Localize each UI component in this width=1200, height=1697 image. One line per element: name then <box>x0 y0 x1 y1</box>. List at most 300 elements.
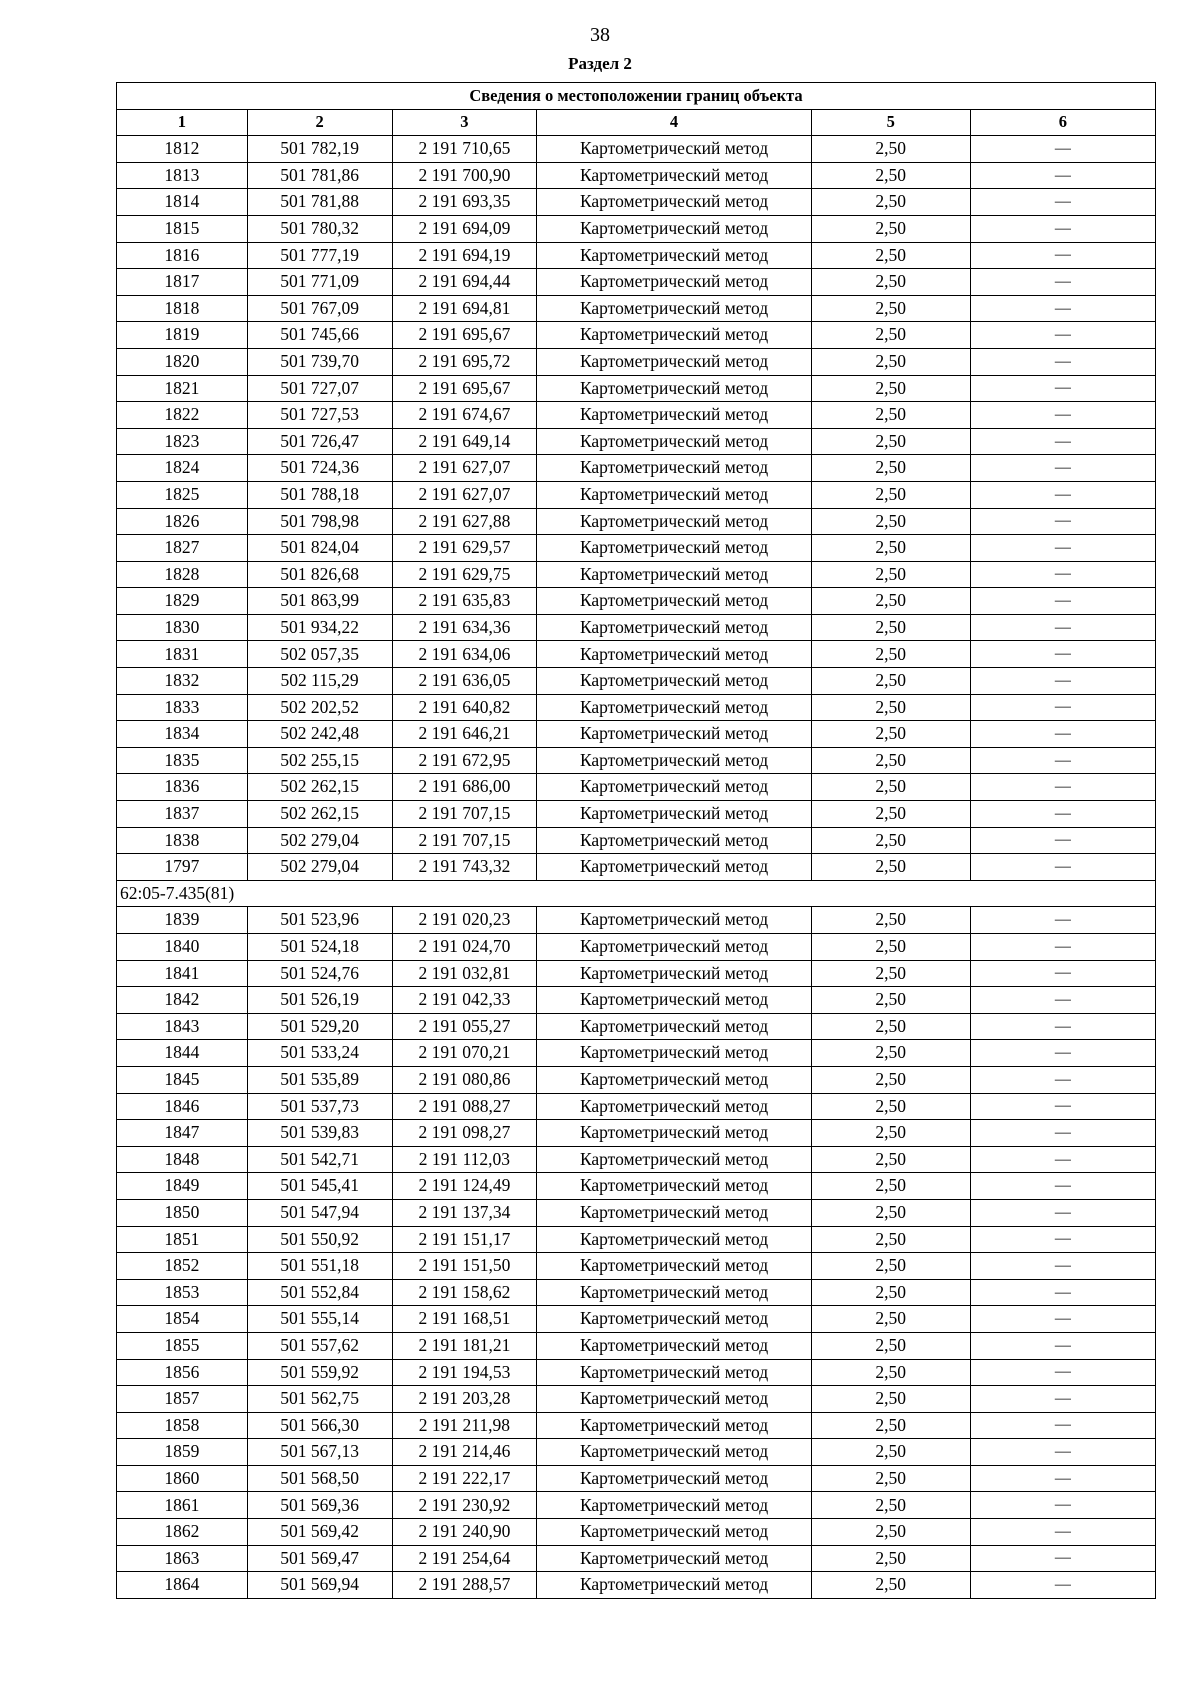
cell-accuracy: 2,50 <box>811 960 970 987</box>
cell-accuracy: 2,50 <box>811 508 970 535</box>
cell-note: — <box>970 561 1155 588</box>
cell-note: — <box>970 668 1155 695</box>
cell-accuracy: 2,50 <box>811 1412 970 1439</box>
cell-method: Картометрический метод <box>537 641 811 668</box>
cell-point-number: 1826 <box>117 508 248 535</box>
cell-coord-x: 501 535,89 <box>247 1066 392 1093</box>
cell-accuracy: 2,50 <box>811 1359 970 1386</box>
cell-coord-y: 2 191 695,72 <box>392 348 537 375</box>
table-title-row <box>117 83 1156 110</box>
cell-accuracy: 2,50 <box>811 242 970 269</box>
cell-point-number: 1818 <box>117 295 248 322</box>
cell-coord-x: 501 566,30 <box>247 1412 392 1439</box>
cell-point-number: 1841 <box>117 960 248 987</box>
table-row <box>117 348 1156 375</box>
cell-method: Картометрический метод <box>537 1173 811 1200</box>
cell-point-number: 1846 <box>117 1093 248 1120</box>
table-row <box>117 1173 1156 1200</box>
cell-note: — <box>970 1439 1155 1466</box>
cell-point-number: 1821 <box>117 375 248 402</box>
cell-point-number: 1797 <box>117 854 248 881</box>
table-row <box>117 1386 1156 1413</box>
cell-coord-y: 2 191 020,23 <box>392 907 537 934</box>
table-row <box>117 801 1156 828</box>
cell-point-number: 1828 <box>117 561 248 588</box>
cell-note: — <box>970 1173 1155 1200</box>
cell-point-number: 1837 <box>117 801 248 828</box>
cell-coord-x: 501 552,84 <box>247 1279 392 1306</box>
table-row <box>117 1572 1156 1599</box>
table-row <box>117 1253 1156 1280</box>
table-row <box>117 588 1156 615</box>
cell-method: Картометрический метод <box>537 1146 811 1173</box>
cell-coord-y: 2 191 151,17 <box>392 1226 537 1253</box>
cell-point-number: 1863 <box>117 1545 248 1572</box>
cell-note: — <box>970 1519 1155 1546</box>
cell-point-number: 1832 <box>117 668 248 695</box>
table-row <box>117 614 1156 641</box>
cell-accuracy: 2,50 <box>811 1040 970 1067</box>
cell-point-number: 1822 <box>117 402 248 429</box>
cell-coord-x: 501 569,94 <box>247 1572 392 1599</box>
cell-coord-y: 2 191 627,07 <box>392 481 537 508</box>
cell-coord-x: 501 545,41 <box>247 1173 392 1200</box>
cell-accuracy: 2,50 <box>811 694 970 721</box>
table-row <box>117 1519 1156 1546</box>
cell-point-number: 1862 <box>117 1519 248 1546</box>
cell-coord-y: 2 191 640,82 <box>392 694 537 721</box>
cell-coord-y: 2 191 098,27 <box>392 1120 537 1147</box>
cell-point-number: 1835 <box>117 747 248 774</box>
cell-note: — <box>970 1572 1155 1599</box>
cell-method: Картометрический метод <box>537 987 811 1014</box>
cell-method: Картометрический метод <box>537 1465 811 1492</box>
cell-method: Картометрический метод <box>537 774 811 801</box>
cell-accuracy: 2,50 <box>811 162 970 189</box>
cell-note: — <box>970 535 1155 562</box>
cell-coord-y: 2 191 710,65 <box>392 136 537 163</box>
cell-method: Картометрический метод <box>537 269 811 296</box>
cell-coord-y: 2 191 137,34 <box>392 1199 537 1226</box>
cell-coord-x: 501 934,22 <box>247 614 392 641</box>
cell-method: Картометрический метод <box>537 1253 811 1280</box>
table-row <box>117 242 1156 269</box>
cell-method: Картометрический метод <box>537 694 811 721</box>
cell-method: Картометрический метод <box>537 215 811 242</box>
cell-coord-y: 2 191 627,07 <box>392 455 537 482</box>
cell-accuracy: 2,50 <box>811 269 970 296</box>
cell-coord-y: 2 191 743,32 <box>392 854 537 881</box>
cell-accuracy: 2,50 <box>811 1492 970 1519</box>
cell-note: — <box>970 827 1155 854</box>
column-header: 2 <box>247 109 392 136</box>
cell-note: — <box>970 428 1155 455</box>
cell-point-number: 1840 <box>117 934 248 961</box>
cell-coord-y: 2 191 055,27 <box>392 1013 537 1040</box>
table-row <box>117 1306 1156 1333</box>
cell-coord-x: 501 537,73 <box>247 1093 392 1120</box>
cell-point-number: 1836 <box>117 774 248 801</box>
cell-note: — <box>970 1412 1155 1439</box>
cell-coord-y: 2 191 629,57 <box>392 535 537 562</box>
table-row <box>117 1465 1156 1492</box>
cell-point-number: 1831 <box>117 641 248 668</box>
cell-method: Картометрический метод <box>537 1492 811 1519</box>
cell-note: — <box>970 402 1155 429</box>
cell-accuracy: 2,50 <box>811 1572 970 1599</box>
cell-coord-x: 502 255,15 <box>247 747 392 774</box>
cell-accuracy: 2,50 <box>811 215 970 242</box>
cell-point-number: 1814 <box>117 189 248 216</box>
cell-coord-x: 501 550,92 <box>247 1226 392 1253</box>
cell-method: Картометрический метод <box>537 242 811 269</box>
cell-accuracy: 2,50 <box>811 535 970 562</box>
cell-coord-x: 502 279,04 <box>247 827 392 854</box>
cell-coord-x: 502 262,15 <box>247 801 392 828</box>
cell-method: Картометрический метод <box>537 295 811 322</box>
table-row <box>117 375 1156 402</box>
cell-coord-x: 501 863,99 <box>247 588 392 615</box>
cell-coord-x: 501 726,47 <box>247 428 392 455</box>
table-row <box>117 1120 1156 1147</box>
table-row <box>117 322 1156 349</box>
cell-method: Картометрический метод <box>537 402 811 429</box>
cell-point-number: 1850 <box>117 1199 248 1226</box>
cell-note: — <box>970 641 1155 668</box>
cell-coord-y: 2 191 694,19 <box>392 242 537 269</box>
cell-coord-y: 2 191 124,49 <box>392 1173 537 1200</box>
cell-coord-x: 501 524,18 <box>247 934 392 961</box>
cell-method: Картометрический метод <box>537 508 811 535</box>
table-row <box>117 481 1156 508</box>
cell-note: — <box>970 907 1155 934</box>
cell-note: — <box>970 721 1155 748</box>
cell-point-number: 1833 <box>117 694 248 721</box>
cell-point-number: 1823 <box>117 428 248 455</box>
cell-method: Картометрический метод <box>537 960 811 987</box>
cell-coord-y: 2 191 151,50 <box>392 1253 537 1280</box>
cell-method: Картометрический метод <box>537 1412 811 1439</box>
cell-accuracy: 2,50 <box>811 561 970 588</box>
cell-coord-y: 2 191 070,21 <box>392 1040 537 1067</box>
cell-accuracy: 2,50 <box>811 668 970 695</box>
cell-coord-x: 502 262,15 <box>247 774 392 801</box>
cell-note: — <box>970 1199 1155 1226</box>
cell-note: — <box>970 801 1155 828</box>
cell-point-number: 1812 <box>117 136 248 163</box>
table-row <box>117 1226 1156 1253</box>
cell-method: Картометрический метод <box>537 1519 811 1546</box>
cell-accuracy: 2,50 <box>811 1173 970 1200</box>
cell-note: — <box>970 322 1155 349</box>
cell-method: Картометрический метод <box>537 375 811 402</box>
cell-point-number: 1849 <box>117 1173 248 1200</box>
cell-coord-x: 501 567,13 <box>247 1439 392 1466</box>
cell-accuracy: 2,50 <box>811 295 970 322</box>
cell-accuracy: 2,50 <box>811 402 970 429</box>
cell-coord-y: 2 191 158,62 <box>392 1279 537 1306</box>
cell-note: — <box>970 1545 1155 1572</box>
cell-accuracy: 2,50 <box>811 1066 970 1093</box>
cell-coord-y: 2 191 634,06 <box>392 641 537 668</box>
cell-note: — <box>970 455 1155 482</box>
cell-note: — <box>970 934 1155 961</box>
cell-method: Картометрический метод <box>537 1386 811 1413</box>
cell-accuracy: 2,50 <box>811 1306 970 1333</box>
cell-coord-y: 2 191 080,86 <box>392 1066 537 1093</box>
cell-coord-x: 501 557,62 <box>247 1332 392 1359</box>
cell-note: — <box>970 1093 1155 1120</box>
table-row <box>117 854 1156 881</box>
cell-point-number: 1852 <box>117 1253 248 1280</box>
cell-coord-x: 501 767,09 <box>247 295 392 322</box>
cell-method: Картометрический метод <box>537 934 811 961</box>
cell-accuracy: 2,50 <box>811 348 970 375</box>
cell-coord-y: 2 191 636,05 <box>392 668 537 695</box>
cell-accuracy: 2,50 <box>811 614 970 641</box>
cell-point-number: 1820 <box>117 348 248 375</box>
page-number: 38 <box>590 24 610 46</box>
section-title: Раздел 2 <box>568 54 632 73</box>
table-row <box>117 162 1156 189</box>
table-row <box>117 535 1156 562</box>
cell-coord-y: 2 191 693,35 <box>392 189 537 216</box>
cell-accuracy: 2,50 <box>811 934 970 961</box>
cell-coord-y: 2 191 254,64 <box>392 1545 537 1572</box>
cell-note: — <box>970 694 1155 721</box>
cell-point-number: 1842 <box>117 987 248 1014</box>
cell-accuracy: 2,50 <box>811 1093 970 1120</box>
cell-coord-y: 2 191 032,81 <box>392 960 537 987</box>
cell-method: Картометрический метод <box>537 1013 811 1040</box>
cell-accuracy: 2,50 <box>811 801 970 828</box>
cell-coord-x: 501 547,94 <box>247 1199 392 1226</box>
cell-coord-x: 501 771,09 <box>247 269 392 296</box>
table-row <box>117 1359 1156 1386</box>
column-header: 5 <box>811 109 970 136</box>
cell-coord-y: 2 191 211,98 <box>392 1412 537 1439</box>
cell-accuracy: 2,50 <box>811 1439 970 1466</box>
cell-note: — <box>970 1066 1155 1093</box>
cell-coord-y: 2 191 222,17 <box>392 1465 537 1492</box>
cell-method: Картометрический метод <box>537 854 811 881</box>
cell-coord-y: 2 191 214,46 <box>392 1439 537 1466</box>
cell-accuracy: 2,50 <box>811 588 970 615</box>
cell-method: Картометрический метод <box>537 1066 811 1093</box>
cell-coord-y: 2 191 674,67 <box>392 402 537 429</box>
cell-accuracy: 2,50 <box>811 189 970 216</box>
cell-accuracy: 2,50 <box>811 1279 970 1306</box>
cell-note: — <box>970 215 1155 242</box>
column-header: 4 <box>537 109 811 136</box>
cell-accuracy: 2,50 <box>811 854 970 881</box>
cell-point-number: 1839 <box>117 907 248 934</box>
column-header: 6 <box>970 109 1155 136</box>
cell-note: — <box>970 1492 1155 1519</box>
cell-note: — <box>970 375 1155 402</box>
cell-note: — <box>970 269 1155 296</box>
cell-point-number: 1857 <box>117 1386 248 1413</box>
cell-coord-y: 2 191 695,67 <box>392 322 537 349</box>
table-row <box>117 269 1156 296</box>
cell-point-number: 1838 <box>117 827 248 854</box>
cell-coord-x: 501 724,36 <box>247 455 392 482</box>
table-row <box>117 1013 1156 1040</box>
cell-method: Картометрический метод <box>537 136 811 163</box>
cell-point-number: 1851 <box>117 1226 248 1253</box>
cell-accuracy: 2,50 <box>811 1519 970 1546</box>
cell-method: Картометрический метод <box>537 162 811 189</box>
cell-point-number: 1824 <box>117 455 248 482</box>
cell-point-number: 1816 <box>117 242 248 269</box>
table-row <box>117 1040 1156 1067</box>
cell-accuracy: 2,50 <box>811 1545 970 1572</box>
cell-coord-y: 2 191 694,44 <box>392 269 537 296</box>
cell-method: Картометрический метод <box>537 322 811 349</box>
cell-coord-y: 2 191 194,53 <box>392 1359 537 1386</box>
cell-method: Картометрический метод <box>537 1306 811 1333</box>
table-row <box>117 189 1156 216</box>
cell-note: — <box>970 1359 1155 1386</box>
cell-coord-x: 501 739,70 <box>247 348 392 375</box>
cell-note: — <box>970 1279 1155 1306</box>
cell-accuracy: 2,50 <box>811 428 970 455</box>
cell-coord-x: 502 242,48 <box>247 721 392 748</box>
cell-method: Картометрический метод <box>537 1040 811 1067</box>
cell-method: Картометрический метод <box>537 801 811 828</box>
cell-point-number: 1830 <box>117 614 248 641</box>
cell-method: Картометрический метод <box>537 1572 811 1599</box>
table-row <box>117 1066 1156 1093</box>
cell-method: Картометрический метод <box>537 561 811 588</box>
cell-method: Картометрический метод <box>537 614 811 641</box>
table-row <box>117 641 1156 668</box>
cell-coord-x: 501 542,71 <box>247 1146 392 1173</box>
cell-coord-y: 2 191 649,14 <box>392 428 537 455</box>
cell-accuracy: 2,50 <box>811 136 970 163</box>
cell-point-number: 1847 <box>117 1120 248 1147</box>
table-header-row <box>117 109 1156 136</box>
cell-method: Картометрический метод <box>537 1226 811 1253</box>
table-row <box>117 1199 1156 1226</box>
cell-note: — <box>970 1226 1155 1253</box>
cell-coord-y: 2 191 181,21 <box>392 1332 537 1359</box>
cell-point-number: 1855 <box>117 1332 248 1359</box>
cell-accuracy: 2,50 <box>811 774 970 801</box>
cell-coord-y: 2 191 672,95 <box>392 747 537 774</box>
cell-note: — <box>970 588 1155 615</box>
cell-method: Картометрический метод <box>537 747 811 774</box>
cell-point-number: 1860 <box>117 1465 248 1492</box>
table-row <box>117 1093 1156 1120</box>
table-row <box>117 960 1156 987</box>
cell-note: — <box>970 1013 1155 1040</box>
table-row <box>117 402 1156 429</box>
cell-point-number: 1815 <box>117 215 248 242</box>
cell-point-number: 1819 <box>117 322 248 349</box>
cell-coord-x: 501 798,98 <box>247 508 392 535</box>
cell-coord-y: 2 191 694,81 <box>392 295 537 322</box>
cell-point-number: 1834 <box>117 721 248 748</box>
table-row <box>117 428 1156 455</box>
cell-point-number: 1864 <box>117 1572 248 1599</box>
cell-coord-y: 2 191 635,83 <box>392 588 537 615</box>
table-row <box>117 747 1156 774</box>
cell-note: — <box>970 774 1155 801</box>
boundary-table <box>116 82 1156 1599</box>
cell-coord-x: 502 202,52 <box>247 694 392 721</box>
table-row <box>117 1545 1156 1572</box>
cell-note: — <box>970 1465 1155 1492</box>
cell-coord-y: 2 191 700,90 <box>392 162 537 189</box>
cell-note: — <box>970 987 1155 1014</box>
cell-note: — <box>970 747 1155 774</box>
cell-method: Картометрический метод <box>537 827 811 854</box>
cell-coord-x: 501 727,53 <box>247 402 392 429</box>
table-row <box>117 136 1156 163</box>
cell-coord-x: 501 562,75 <box>247 1386 392 1413</box>
cell-coord-x: 501 559,92 <box>247 1359 392 1386</box>
cell-coord-x: 501 551,18 <box>247 1253 392 1280</box>
cell-accuracy: 2,50 <box>811 1013 970 1040</box>
table-row <box>117 1332 1156 1359</box>
cell-method: Картометрический метод <box>537 588 811 615</box>
cell-note: — <box>970 614 1155 641</box>
cell-coord-y: 2 191 627,88 <box>392 508 537 535</box>
cell-note: — <box>970 1040 1155 1067</box>
cell-coord-x: 502 115,29 <box>247 668 392 695</box>
cell-point-number: 1861 <box>117 1492 248 1519</box>
cell-note: — <box>970 508 1155 535</box>
cell-accuracy: 2,50 <box>811 827 970 854</box>
cell-coord-y: 2 191 042,33 <box>392 987 537 1014</box>
cell-method: Картометрический метод <box>537 1279 811 1306</box>
cell-accuracy: 2,50 <box>811 1253 970 1280</box>
cell-method: Картометрический метод <box>537 1545 811 1572</box>
cell-coord-x: 501 824,04 <box>247 535 392 562</box>
cell-coord-x: 502 279,04 <box>247 854 392 881</box>
table-row <box>117 721 1156 748</box>
cell-coord-x: 501 523,96 <box>247 907 392 934</box>
cell-point-number: 1813 <box>117 162 248 189</box>
cell-coord-x: 501 529,20 <box>247 1013 392 1040</box>
cell-accuracy: 2,50 <box>811 1386 970 1413</box>
cell-point-number: 1848 <box>117 1146 248 1173</box>
cell-coord-x: 501 526,19 <box>247 987 392 1014</box>
cell-method: Картометрический метод <box>537 668 811 695</box>
cell-coord-y: 2 191 646,21 <box>392 721 537 748</box>
cell-point-number: 1856 <box>117 1359 248 1386</box>
table-row <box>117 455 1156 482</box>
cell-note: — <box>970 1120 1155 1147</box>
cell-coord-x: 501 524,76 <box>247 960 392 987</box>
cell-coord-y: 2 191 707,15 <box>392 801 537 828</box>
cell-note: — <box>970 1146 1155 1173</box>
cell-coord-x: 501 782,19 <box>247 136 392 163</box>
cell-coord-y: 2 191 288,57 <box>392 1572 537 1599</box>
cell-coord-y: 2 191 686,00 <box>392 774 537 801</box>
table-title: Сведения о местоположении границ объекта <box>117 83 1156 110</box>
table-row <box>117 668 1156 695</box>
cell-coord-x: 502 057,35 <box>247 641 392 668</box>
cell-coord-x: 501 555,14 <box>247 1306 392 1333</box>
cell-note: — <box>970 1306 1155 1333</box>
table-row <box>117 215 1156 242</box>
cell-coord-x: 501 777,19 <box>247 242 392 269</box>
cell-point-number: 1844 <box>117 1040 248 1067</box>
table-row <box>117 774 1156 801</box>
cell-accuracy: 2,50 <box>811 907 970 934</box>
